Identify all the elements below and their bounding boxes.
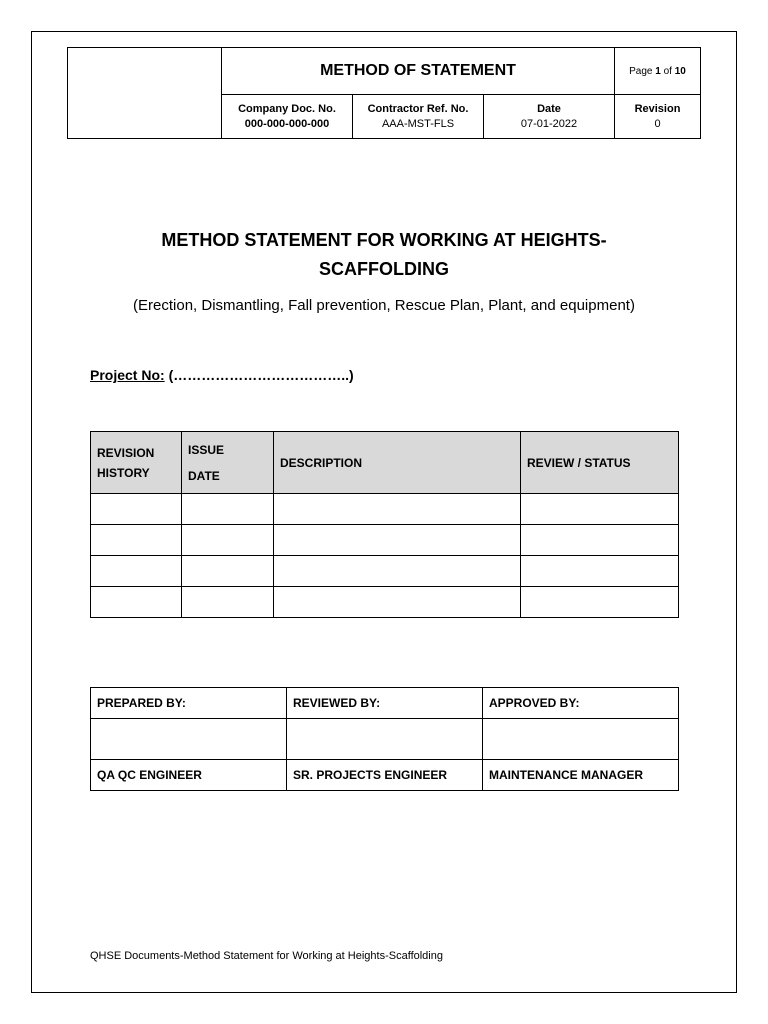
col-issue-date-line2: DATE (188, 468, 220, 483)
table-cell (91, 587, 182, 618)
prepared-by-label: PREPARED BY: (91, 688, 287, 719)
prepared-signature (91, 719, 287, 760)
approval-table (90, 687, 679, 791)
table-row (91, 587, 679, 618)
project-label: Project No: (90, 367, 165, 383)
revision-cell (615, 95, 701, 139)
reviewed-role: SR. PROJECTS ENGINEER (287, 760, 483, 791)
page-prefix: Page (629, 65, 656, 77)
table-row (91, 525, 679, 556)
table-row (91, 494, 679, 525)
table-cell (274, 587, 521, 618)
col-revision-history (91, 432, 182, 494)
table-cell (521, 494, 679, 525)
table-cell (274, 494, 521, 525)
table-cell (521, 587, 679, 618)
approval-header-row (91, 688, 679, 719)
revision-table-header (91, 432, 679, 494)
document-title (100, 226, 668, 284)
table-cell (521, 556, 679, 587)
page-current: 1 (655, 65, 661, 77)
table-cell (182, 587, 274, 618)
approved-by-label: APPROVED BY: (483, 688, 679, 719)
page-total: 10 (674, 65, 686, 77)
reviewed-by-label: REVIEWED BY: (287, 688, 483, 719)
table-row (91, 556, 679, 587)
revision-history-table (90, 431, 679, 618)
col-revision-history-line2: HISTORY (97, 465, 150, 480)
table-cell (182, 525, 274, 556)
table-cell (274, 525, 521, 556)
header-title: METHOD OF STATEMENT (222, 48, 615, 95)
approval-role-row (91, 760, 679, 791)
table-cell (182, 556, 274, 587)
document-header-table (67, 47, 701, 139)
document-title-line1: METHOD STATEMENT FOR WORKING AT HEIGHTS- (161, 230, 607, 250)
date-label: Date (537, 102, 561, 115)
revision-label: Revision (634, 102, 681, 115)
table-cell (91, 556, 182, 587)
col-description: DESCRIPTION (274, 432, 521, 494)
page-number (615, 48, 701, 95)
table-cell (182, 494, 274, 525)
company-doc-cell (222, 95, 353, 139)
page-footer: QHSE Documents-Method Statement for Working at Heights-Scaffolding (90, 950, 443, 962)
prepared-role: QA QC ENGINEER (91, 760, 287, 791)
col-issue-date-line1: ISSUE (188, 442, 225, 457)
page-of: of (660, 65, 675, 77)
contractor-ref-value: AAA-MST-FLS (381, 117, 455, 130)
col-issue-date (182, 432, 274, 494)
company-doc-value: 000-000-000-000 (244, 117, 330, 130)
date-value: 07-01-2022 (520, 117, 578, 130)
document-subtitle: (Erection, Dismantling, Fall prevention, Rescue Plan, Plant, and equipment) (133, 297, 635, 314)
table-cell (274, 556, 521, 587)
contractor-ref-label: Contractor Ref. No. (367, 102, 469, 115)
table-cell (521, 525, 679, 556)
company-doc-label: Company Doc. No. (238, 102, 336, 115)
date-cell (484, 95, 615, 139)
reviewed-signature (287, 719, 483, 760)
contractor-ref-cell (353, 95, 484, 139)
document-title-line2: SCAFFOLDING (319, 259, 449, 279)
col-review-status: REVIEW / STATUS (521, 432, 679, 494)
table-cell (91, 525, 182, 556)
approved-signature (483, 719, 679, 760)
col-revision-history-line1: REVISION (97, 445, 155, 460)
revision-value: 0 (654, 117, 661, 130)
table-cell (91, 494, 182, 525)
approved-role: MAINTENANCE MANAGER (483, 760, 679, 791)
logo-cell (68, 48, 222, 139)
signature-row (91, 719, 679, 760)
project-number (90, 365, 354, 385)
project-value: (………………………………..) (164, 367, 354, 383)
